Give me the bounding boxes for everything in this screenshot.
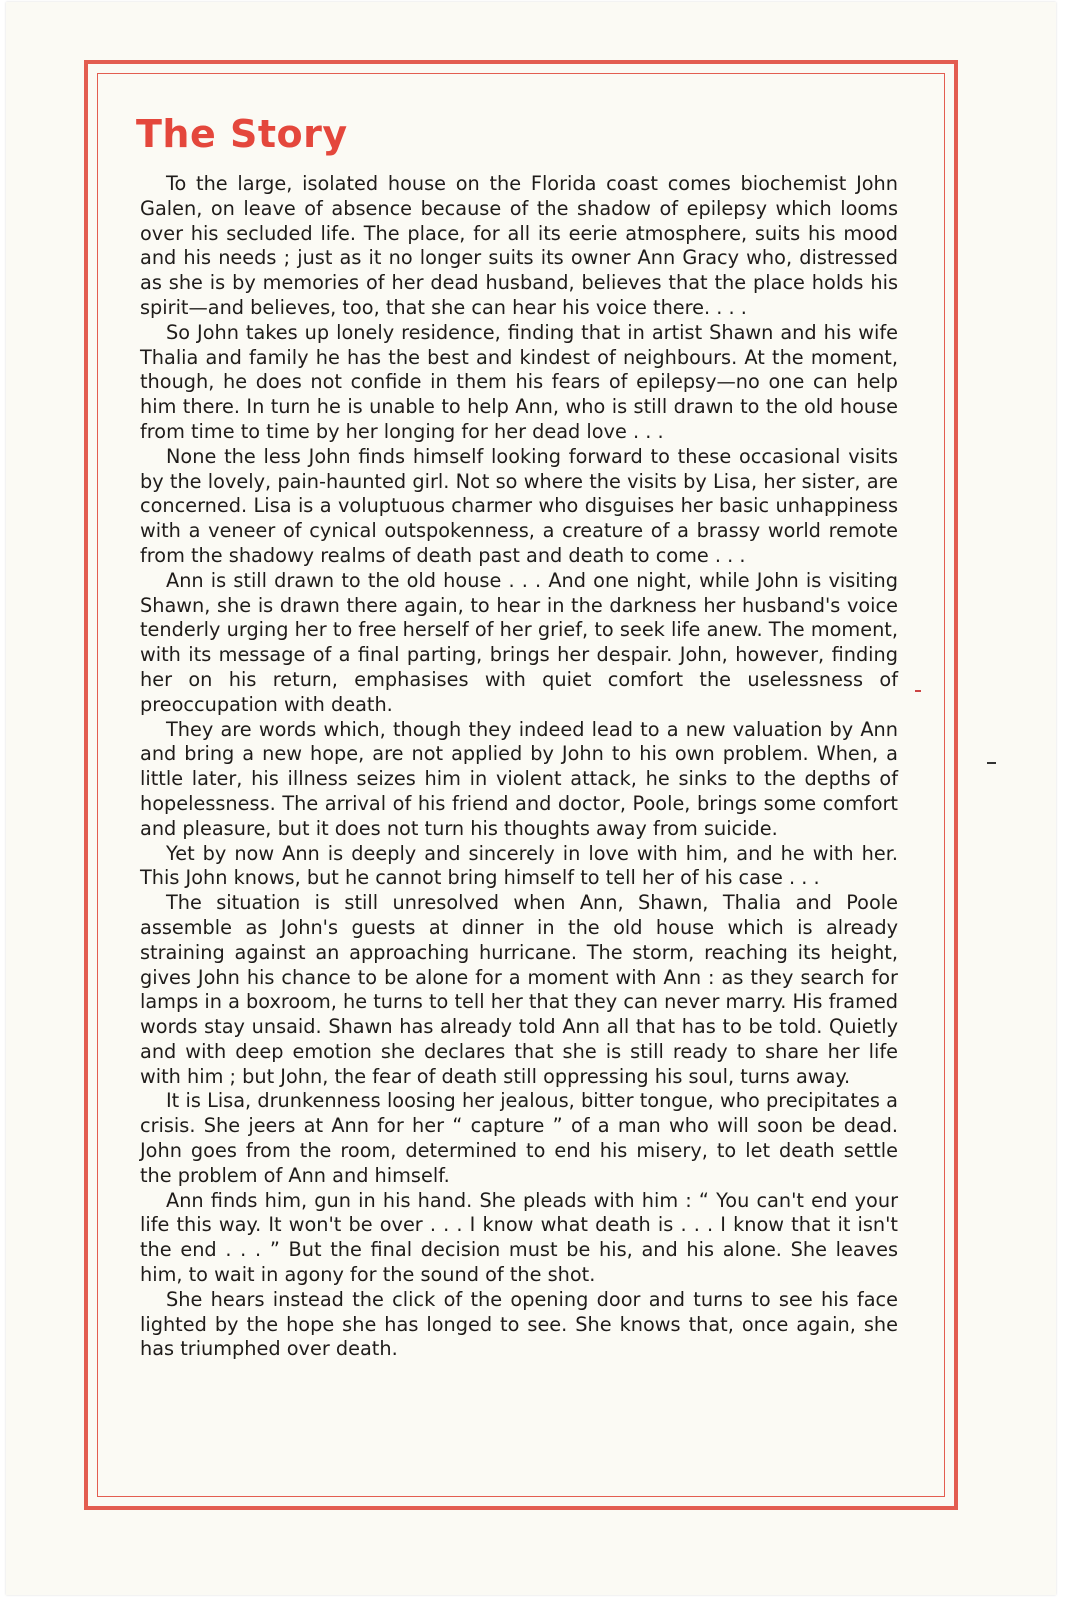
story-paragraph: Ann is still drawn to the old house . . . And one night, while John is visiting Shawn, she is drawn there again, to hear in the darkness her husband's voice tenderly urging her to free herself of her grief, to seek life anew. The moment, with its message of a final parting, brings her despair. John, however, finding her on his return, emphasises with quiet comfort the uselessness of preoccupation with death. bbox=[140, 568, 898, 716]
margin-speck bbox=[987, 762, 996, 764]
story-body bbox=[140, 172, 898, 1362]
margin-speck bbox=[915, 690, 921, 692]
story-paragraph: They are words which, though they indeed lead to a new valuation by Ann and bring a new hope, are not applied by John to his own problem. When, a little later, his illness seizes him in violent attack, he sinks to the depths of hopelessness. The arrival of his friend and doctor, Poole, brings some comfort and pleasure, but it does not turn his thoughts away from suicide. bbox=[140, 717, 898, 840]
story-paragraph: So John takes up lonely residence, finding that in artist Shawn and his wife Thalia and family he has the best and kindest of neighbours. At the moment, though, he does not confide in them his fears of epilepsy—no one can help him there. In turn he is unable to help Ann, who is still drawn to the old house from time to time by her longing for her dead love . . . bbox=[140, 320, 898, 443]
story-paragraph: She hears instead the click of the opening door and turns to see his face lighted by the hope she has longed to see. She knows that, once again, she has triumphed over death. bbox=[140, 1287, 898, 1361]
story-paragraph: Yet by now Ann is deeply and sincerely in love with him, and he with her. This John knows, but he cannot bring himself to tell her of his case . . . bbox=[140, 841, 898, 890]
page-title: The Story bbox=[136, 112, 348, 156]
story-paragraph: To the large, isolated house on the Florida coast comes biochemist John Galen, on leave of absence because of the shadow of epilepsy which looms over his secluded life. The place, for all its eerie atmosphere, suits his mood and his needs ; just as it no longer suits its owner Ann Gracy who, distressed as she is by memories of her dead husband, believes that the place holds his spirit—and believes, too, that she can hear his voice there. . . . bbox=[140, 172, 898, 319]
story-paragraph: The situation is still unresolved when Ann, Shawn, Thalia and Poole assemble as John's guests at dinner in the old house which is already straining against an approaching hurricane. The storm, reaching its height, gives John his chance to be alone for a moment with Ann : as they search for lamps in a boxroom, he turns to tell her that they can never marry. His framed words stay unsaid. Shawn has already told Ann all that has to be told. Quietly and with deep emotion she declares that she is still ready to share her life with him ; but John, the fear of death still oppressing his soul, turns away. bbox=[140, 891, 898, 1088]
story-paragraph: None the less John finds himself looking forward to these occasional visits by the lovely, pain-haunted girl. Not so where the visits by Lisa, her sister, are concerned. Lisa is a voluptuous charmer who disguises her basic unhappiness with a veneer of cynical outspokenness, a creature of a brassy world remote from the shadowy realms of death past and death to come . . . bbox=[140, 444, 898, 567]
story-paragraph: It is Lisa, drunkenness loosing her jealous, bitter tongue, who precipitates a crisis. She jeers at Ann for her “ capture ” of a man who will soon be dead. John goes from the room, determined to end his misery, to let death settle the problem of Ann and himself. bbox=[140, 1089, 898, 1187]
story-paragraph: Ann finds him, gun in his hand. She pleads with him : “ You can't end your life this way. It won't be over . . . I know what death is . . . I know that it isn't the end . . . ” But the final decision must be his, and his alone. She leaves him, to wait in agony for the sound of the shot. bbox=[140, 1188, 898, 1287]
